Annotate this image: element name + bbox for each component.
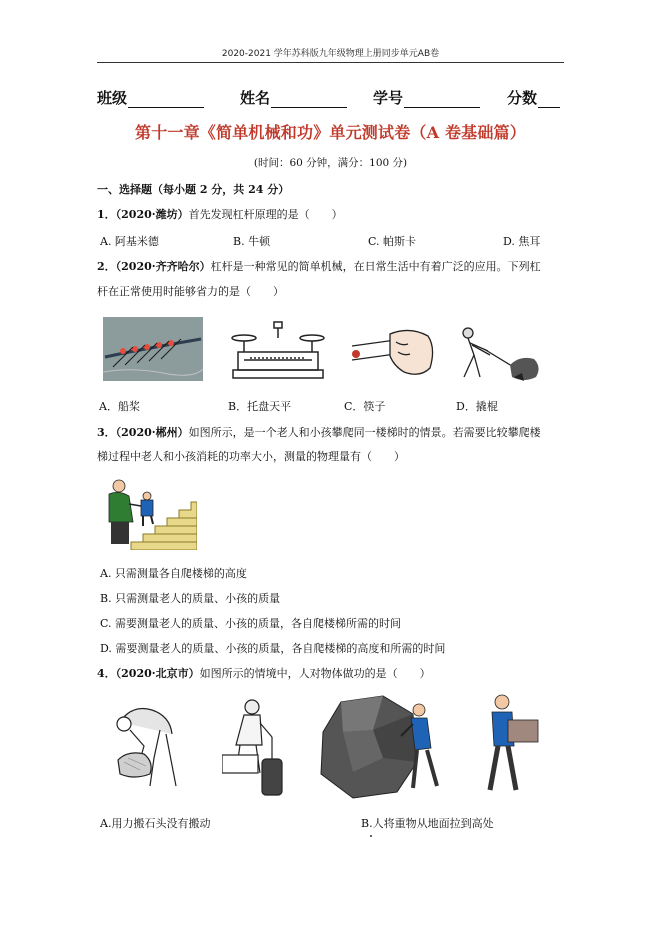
q2-option-c[interactable]: C．筷子 <box>344 400 386 413</box>
score-field[interactable] <box>507 87 560 108</box>
pushing-boulder-image <box>313 692 449 802</box>
q1-text: 首先发现杠杆原理的是（ ） <box>188 208 343 221</box>
q3-option-a[interactable]: A. 只需测量各自爬楼梯的高度 <box>100 567 247 580</box>
name-blank[interactable] <box>271 93 347 108</box>
rowing-boat-image <box>103 317 203 381</box>
q2-number: 2． <box>97 260 116 273</box>
header-divider <box>97 62 564 63</box>
class-label: 班级 <box>97 89 128 107</box>
q4-option-b[interactable]: B.人将重物从地面拉到高处 <box>361 817 494 830</box>
q4-text: 如图所示的情境中，人对物体做功的是（ ） <box>199 667 431 680</box>
question-2-stem-line2: 杆在正常使用时能够省力的是（ ） <box>97 285 284 298</box>
question-2-stem-line1 <box>97 260 541 274</box>
page-header: 2020-2021 学年苏科版九年级物理上册同步单元AB卷 <box>221 49 440 59</box>
q3-option-c[interactable]: C. 需要测量老人的质量、小孩的质量，各自爬楼梯所需的时间 <box>100 617 402 630</box>
class-blank[interactable] <box>128 93 204 108</box>
q4-option-a[interactable]: A.用力搬石头没有搬动 <box>100 817 211 830</box>
q1-option-d[interactable]: D. 焦耳 <box>503 235 541 248</box>
woman-lifting-stone-image <box>110 700 200 790</box>
crowbar-worker-image <box>454 325 544 383</box>
balance-scale-image <box>230 320 326 382</box>
man-lifting-weight-image <box>222 695 294 800</box>
name-field[interactable] <box>240 87 347 108</box>
carrying-box-image <box>480 690 552 800</box>
score-blank[interactable] <box>538 93 560 108</box>
q3-source: （2020·郴州） <box>115 426 189 439</box>
q2-option-d[interactable]: D．撬棍 <box>456 400 498 413</box>
q3-option-b[interactable]: B. 只需测量老人的质量、小孩的质量 <box>100 592 281 605</box>
q1-number: 1． <box>97 208 116 221</box>
section-heading: 一、选择题（每小题 2 分，共 24 分） <box>97 183 290 196</box>
question-3-stem-line1 <box>97 426 541 440</box>
student-no-label: 学号 <box>373 89 404 107</box>
q3-text-1: 如图所示，是一个老人和小孩攀爬同一楼梯时的情景。若需要比较攀爬楼 <box>188 426 541 439</box>
question-4-stem <box>97 667 431 681</box>
q4-source: （2020·北京市） <box>115 667 200 680</box>
q1-option-b[interactable]: B. 牛顿 <box>233 235 271 248</box>
q1-option-a[interactable]: A. 阿基米德 <box>100 235 159 248</box>
q3-option-d[interactable]: D. 需要测量老人的质量、小孩的质量，各自爬楼梯的高度和所需的时间 <box>100 642 446 655</box>
q4-number: 4． <box>97 667 116 680</box>
student-no-field[interactable] <box>373 87 480 108</box>
exam-time-info: (时间：60 分钟，满分：100 分) <box>253 157 408 169</box>
score-label: 分数 <box>507 89 538 107</box>
page-title: 第十一章《简单机械和功》单元测试卷（A 卷基础篇） <box>135 123 526 142</box>
student-no-blank[interactable] <box>404 93 480 108</box>
question-1-stem <box>97 208 343 222</box>
q2-text-1: 杠杆是一种常见的简单机械，在日常生活中有着广泛的应用。下列杠 <box>210 260 541 273</box>
q2-option-a[interactable]: A．船桨 <box>99 400 140 413</box>
chopsticks-image <box>350 322 436 382</box>
question-3-stem-line2: 梯过程中老人和小孩消耗的功率大小，测量的物理量有（ ） <box>97 450 405 463</box>
q2-option-b[interactable]: B．托盘天平 <box>228 400 292 413</box>
q1-source: （2020·潍坊） <box>115 208 189 221</box>
stray-dot <box>370 835 372 837</box>
q1-option-c[interactable]: C. 帕斯卡 <box>368 235 417 248</box>
q3-number: 3． <box>97 426 116 439</box>
q2-source: （2020·齐齐哈尔） <box>115 260 211 273</box>
stairs-climbing-image <box>101 478 197 550</box>
name-label: 姓名 <box>240 89 271 107</box>
class-field[interactable] <box>97 87 204 108</box>
